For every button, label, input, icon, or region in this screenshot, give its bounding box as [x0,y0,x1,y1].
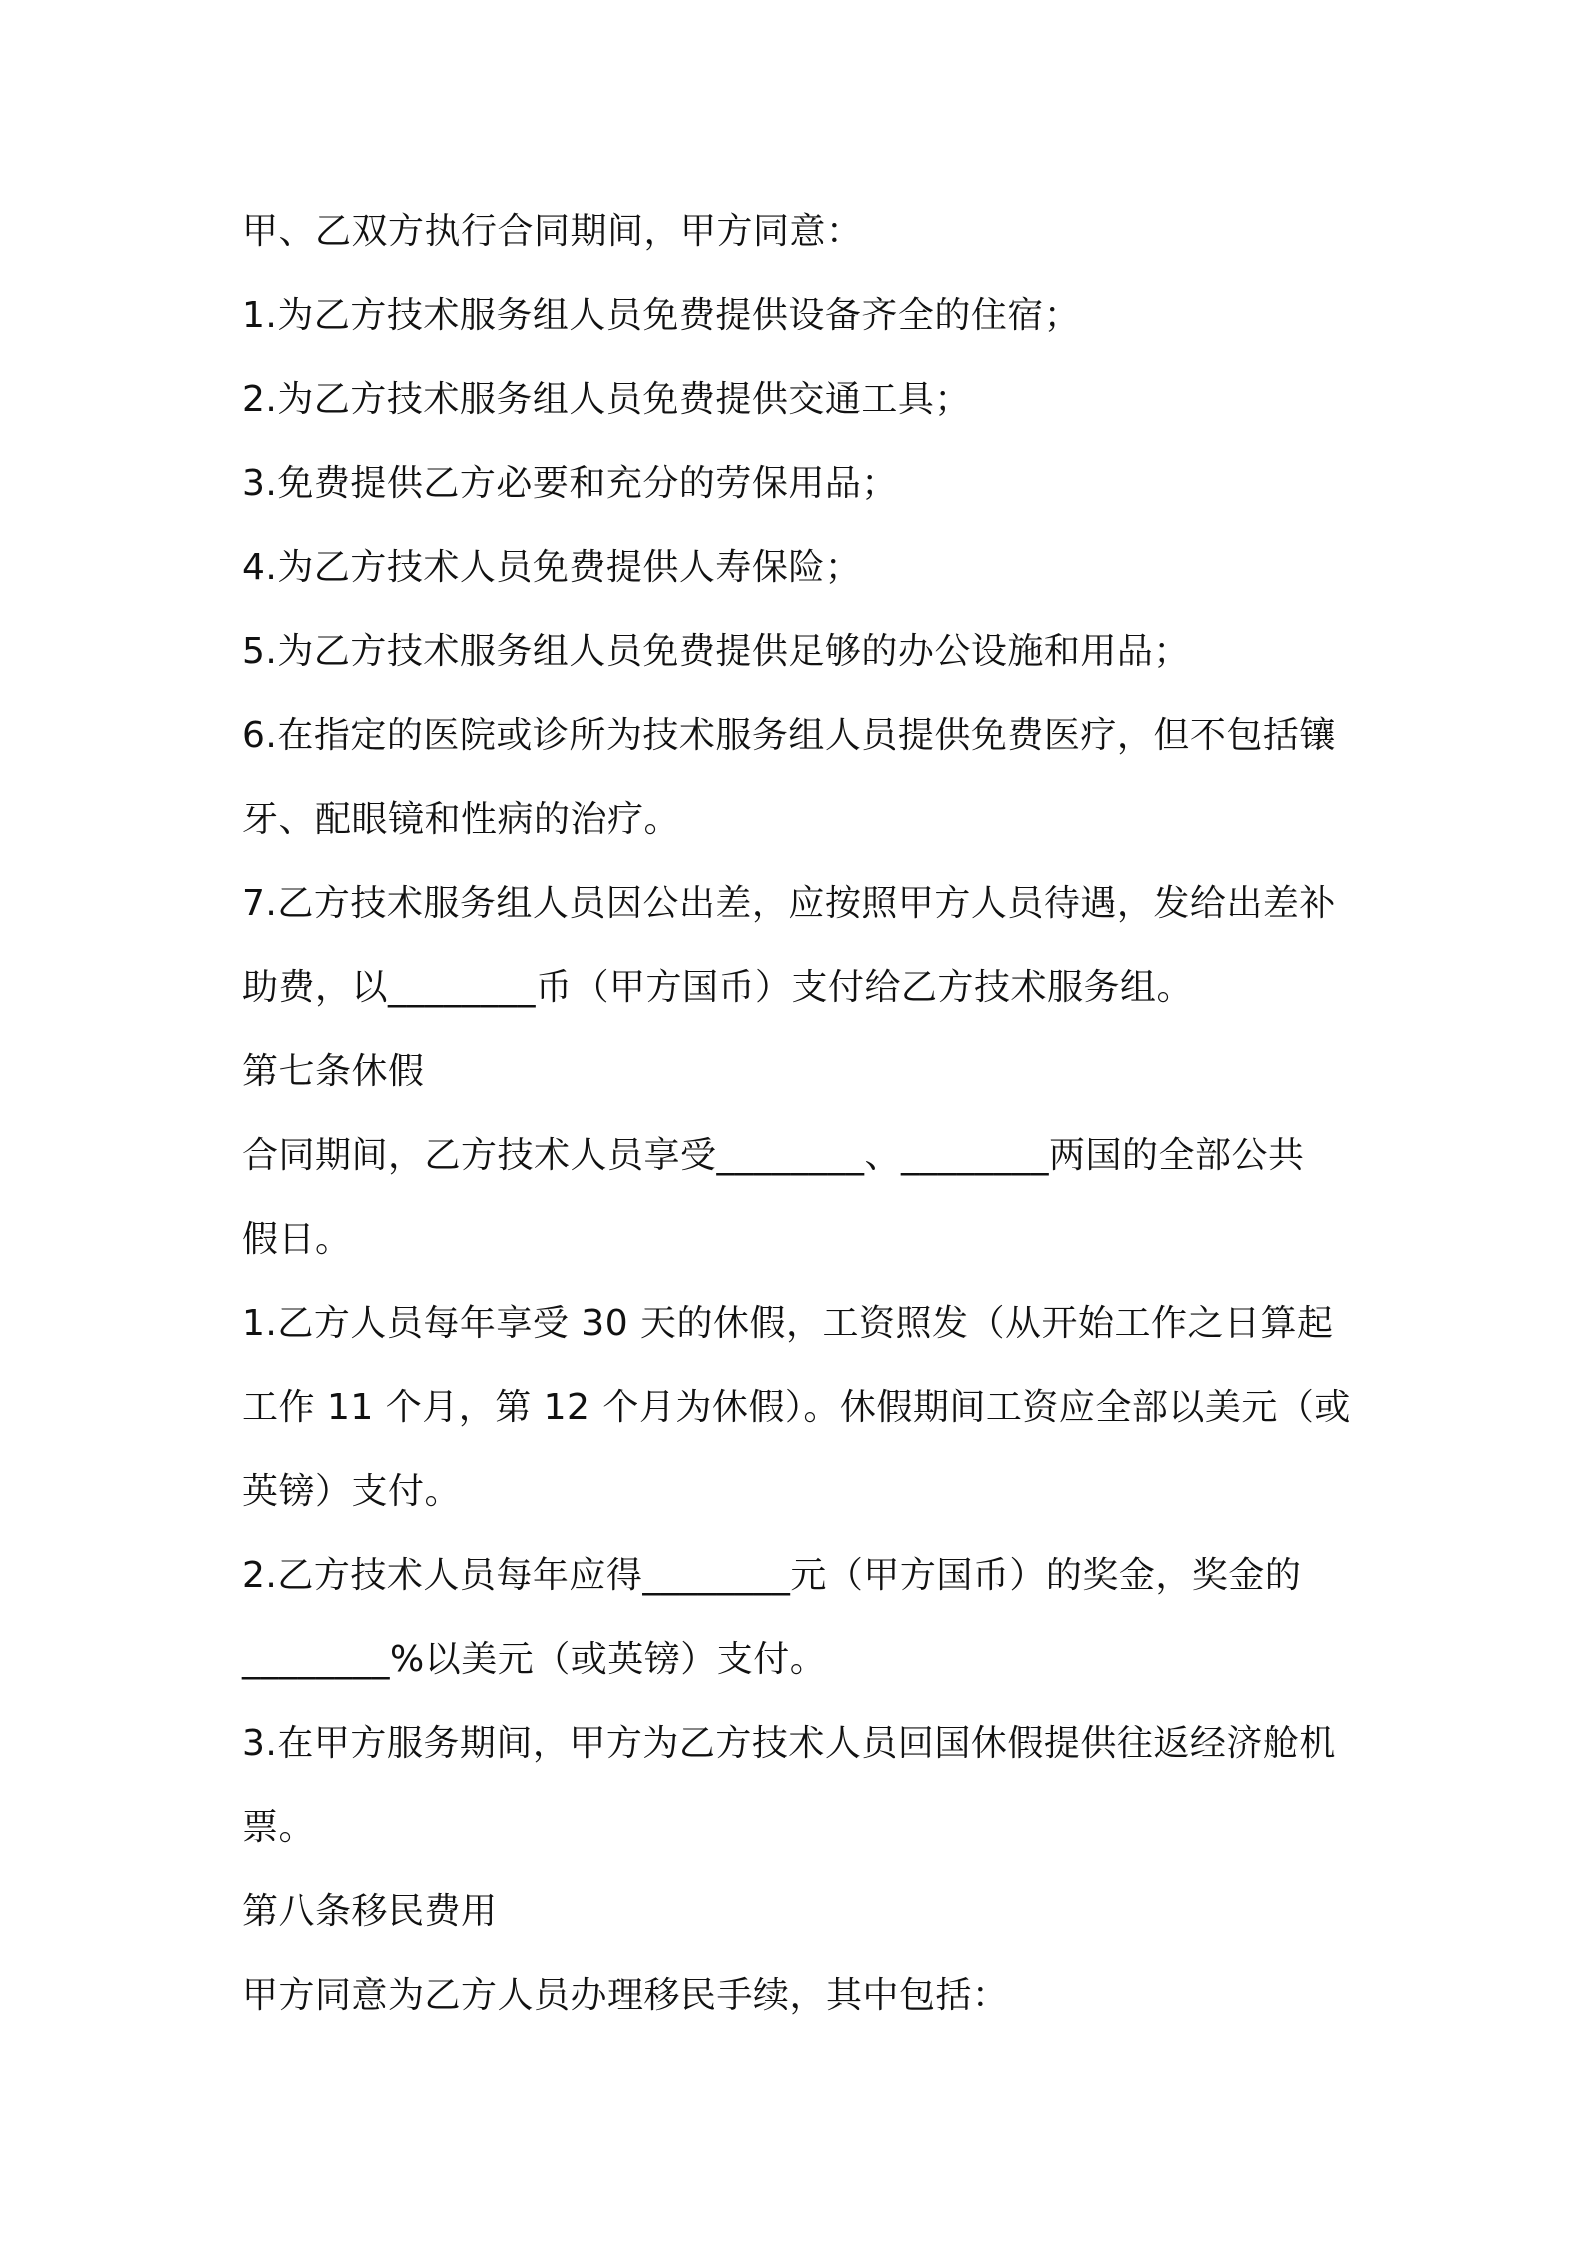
intro-line: 甲、乙双方执行合同期间，甲方同意： [242,211,863,252]
immigration-intro-line: 甲方同意为乙方人员办理移民手续，其中包括： [242,1975,1009,2016]
leave-item-2: 2.乙方技术人员每年应得________元（甲方国币）的奖金，奖金的 [242,1555,1302,1596]
list-item-4: 4.为乙方技术人员免费提供人寿保险； [242,547,862,588]
leave-item-1-continued: 工作 11 个月，第 12 个月为休假）。休假期间工资应全部以美元（或 [242,1387,1351,1428]
list-item-7-continued: 助费，以________币（甲方国币）支付给乙方技术服务组。 [242,967,1194,1008]
list-item-5: 5.为乙方技术服务组人员免费提供足够的办公设施和用品； [242,631,1190,672]
list-item-6-continued: 牙、配眼镜和性病的治疗。 [242,799,681,840]
leave-item-3-continued: 票。 [242,1807,316,1848]
list-item-2: 2.为乙方技术服务组人员免费提供交通工具； [242,379,971,420]
paragraph-line: 合同期间，乙方技术人员享受________、________两国的全部公共 [242,1135,1305,1176]
leave-item-2-continued: ________%以美元（或英镑）支付。 [242,1639,827,1680]
list-item-6: 6.在指定的医院或诊所为技术服务组人员提供免费医疗，但不包括镶 [242,715,1336,756]
list-item-3: 3.免费提供乙方必要和充分的劳保用品； [242,463,898,504]
document-body [242,190,1362,2038]
section-heading-article-8: 第八条移民费用 [242,1891,498,1932]
section-heading-article-7: 第七条休假 [242,1051,425,1092]
leave-item-1-continued-2: 英镑）支付。 [242,1471,462,1512]
list-item-1: 1.为乙方技术服务组人员免费提供设备齐全的住宿； [242,295,1081,336]
list-item-7: 7.乙方技术服务组人员因公出差，应按照甲方人员待遇，发给出差补 [242,883,1336,924]
paragraph-line-continued: 假日。 [242,1219,352,1260]
leave-item-3: 3.在甲方服务期间，甲方为乙方技术人员回国休假提供往返经济舱机 [242,1723,1336,1764]
leave-item-1: 1.乙方人员每年享受 30 天的休假，工资照发（从开始工作之日算起 [242,1303,1334,1344]
